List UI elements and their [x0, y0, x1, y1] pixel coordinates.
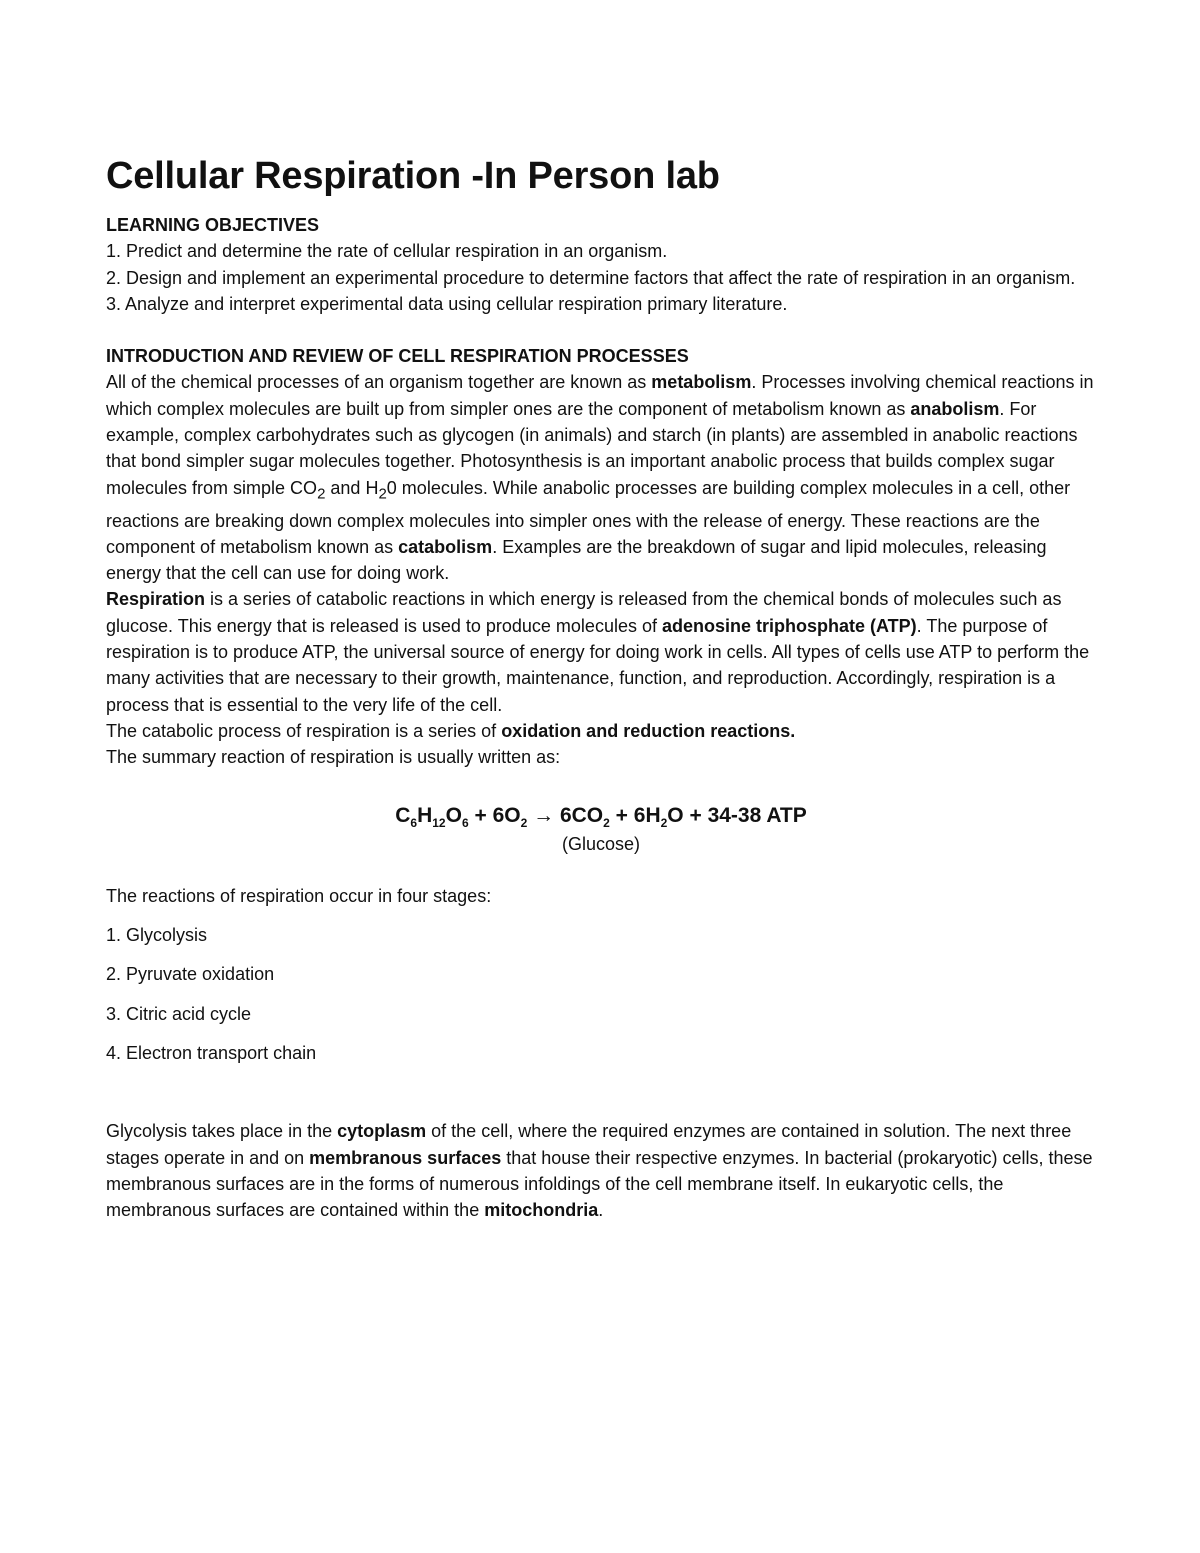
term-metabolism: metabolism: [651, 372, 752, 393]
term-cytoplasm: cytoplasm: [337, 1121, 427, 1142]
summary-reaction-intro: The summary reaction of respiration is usually written as:: [106, 747, 561, 768]
term-catabolism: catabolism: [398, 536, 493, 557]
objective-item: 2. Design and implement an experimental procedure to determine factors that affect the rate of respiration in an organism.: [106, 267, 1076, 288]
intro-heading: INTRODUCTION AND REVIEW OF CELL RESPIRATION PROCESSES: [106, 346, 689, 367]
term-redox: oxidation and reduction reactions.: [501, 720, 796, 741]
stage-item: 4. Electron transport chain: [106, 1043, 317, 1064]
respiration-equation: $C_6H_{12}O_6 + 6O_2 \to 6CO_2 + 6H_2O + 34-38$ ATP: [395, 803, 807, 830]
objective-item: 1. Predict and determine the rate of cellular respiration in an organism.: [106, 241, 668, 262]
term-anabolism: anabolism: [910, 398, 1000, 419]
term-membranous-surfaces: membranous surfaces: [309, 1147, 502, 1168]
redox-paragraph: The catabolic process of respiration is a series of oxidation and reduction reactions.: [106, 720, 796, 741]
equation-note: (Glucose): [561, 833, 641, 854]
term-respiration: Respiration: [106, 589, 206, 610]
objective-item: 3. Analyze and interpret experimental data using cellular respiration primary literature.: [106, 293, 788, 314]
metabolism-paragraph: All of the chemical processes of an organism together are known as metabolism. Processes involving chemical reactions in which complex molecules are built up from simpler ones are the component of metabolism known as anabolism. For example, complex carbohydrates such as glycogen (in animals) and starch (in plants) are assembled in anabolic reactions that bond simpler sugar molecules together. Photosynthesis is an important anabolic process that builds complex sugar molecules from simple $CO_2$ and $H_20$ molecules. While anabolic processes are building complex molecules in a cell, other reactions are breaking down complex molecules into simpler ones with the release of energy. These reactions are the component of metabolism known as catabolism. Examples are the breakdown of sugar and lipid molecules, releasing energy that the cell can use for doing work.: [106, 372, 1094, 584]
page-title: Cellular Respiration -In Person lab: [106, 155, 720, 197]
term-mitochondria: mitochondria: [484, 1200, 599, 1221]
respiration-paragraph: Respiration is a series of catabolic reactions in which energy is released from the chemical bonds of molecules such as glucose. This energy that is released is used to produce molecules of adenosine triphosphate (ATP). The purpose of respiration is to produce ATP, the universal source of energy for doing work in cells. All types of cells use ATP to perform the many activities that are necessary to their growth, maintenance, function, and reproduction. Accordingly, respiration is a process that is essential to the very life of the cell.: [106, 589, 1090, 715]
glycolysis-paragraph: Glycolysis takes place in the cytoplasm of the cell, where the required enzymes are contained in solution. The next three stages operate in and on membranous surfaces that house their respective enzymes. In bacterial (prokaryotic) cells, these membranous surfaces are in the forms of numerous infoldings of the cell membrane itself. In eukaryotic cells, the membranous surfaces are contained within the mitochondria.: [106, 1121, 1093, 1221]
objectives-heading: LEARNING OBJECTIVES: [106, 215, 320, 235]
reaction-arrow-icon: →: [527, 803, 560, 827]
stages-intro: The reactions of respiration occur in four stages:: [106, 885, 492, 906]
stage-item: 2. Pyruvate oxidation: [106, 964, 275, 985]
document-body: [106, 152, 1096, 1224]
term-atp: adenosine triphosphate (ATP): [661, 615, 917, 636]
stage-item: 1. Glycolysis: [106, 925, 208, 946]
stage-item: 3. Citric acid cycle: [106, 1003, 252, 1024]
